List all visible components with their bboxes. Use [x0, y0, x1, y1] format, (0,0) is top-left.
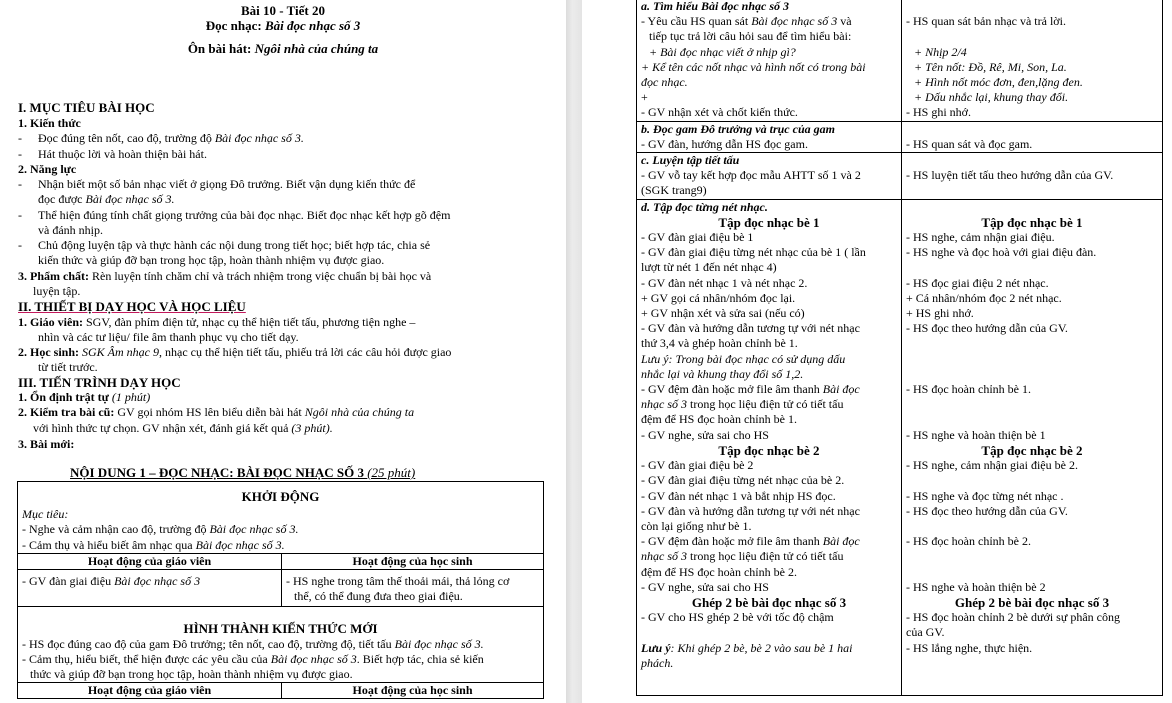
part-1-title: Tập đọc nhạc bè 1	[981, 214, 1083, 230]
new-knowledge-item: - HS đọc đúng cao độ của gam Đô trưởng; tên nốt, cao độ, trường độ, tiết tấu Bài đọc nhạc số 3.	[22, 636, 484, 651]
knowledge-heading: 1. Kiến thức	[18, 116, 81, 130]
quality-item-cont: luyện tập.	[33, 284, 81, 298]
table-row	[637, 199, 1163, 695]
student-materials: 2. Học sinh: SGK Âm nhạc 9, nhạc cụ thể hiện tiết tấu, phiếu trả lời các câu hỏi được giao	[18, 345, 452, 359]
teacher-materials: 1. Giáo viên: SGV, đàn phím điện tử, nhạc cụ thể hiện tiết tấu, phương tiện nghe –	[18, 315, 416, 329]
student-materials-cont: từ tiết trước.	[38, 360, 98, 374]
student-activity-cell: - HS quan sát bản nhạc và trả lời. + Nhịp 2/4 + Tên nốt: Đồ, Rê, Mi, Son, La. + Hình nốt móc đơn, đen,lặng đen. + Dấu nhắc lại, khung thay đổi. - HS ghi nhớ.	[902, 0, 1163, 121]
step-2: 2. Kiểm tra bài cũ: GV gọi nhóm HS lên biểu diễn bài hát Ngôi nhà của chúng ta	[18, 405, 415, 419]
student-activity-cell: - HS luyện tiết tấu theo hướng dẫn của GV.	[902, 153, 1163, 200]
step-2-cont: với hình thức tự chọn. GV nhận xét, đánh giá kết quả (3 phút).	[33, 421, 333, 435]
column-header-student: Hoạt động của học sinh	[282, 683, 544, 699]
activity-continuation-table	[636, 0, 1163, 696]
teacher-activity-cell: c. Luyện tập tiết tấu - GV vỗ tay kết hợp đọc mẫu AHTT số 1 và 2 (SGK trang9)	[637, 153, 902, 200]
new-knowledge-item: - Cảm thụ, hiểu biết, thể hiện được các yêu cầu của Bài đọc nhạc số 3. Biết hợp tác, chia sẻ kiến	[22, 651, 484, 666]
teacher-activity-cell: a. Tìm hiểu Bài đọc nhạc số 3 - Yêu cầu HS quan sát Bài đọc nhạc số 3 và tiếp tục trả lời câu hỏi sau để tìm hiểu bài: + Bài đọc nhạc viết ở nhịp gì? + Kể tên các nốt nhạc và hình nốt có trong bài đọc nhạc. + - GV nhận xét và chốt kiến thức.	[637, 0, 902, 121]
section-1-heading: I. MỤC TIÊU BÀI HỌC	[18, 100, 155, 115]
warmup-title: KHỞI ĐỘNG	[241, 489, 320, 504]
part-2-title: Tập đọc nhạc bè 2	[718, 442, 820, 458]
objective-item: - Nghe và cảm nhận cao độ, trường độ Bài đọc nhạc số 3.	[22, 522, 299, 537]
knowledge-item: - Hát thuộc lời và hoàn thiện bài hát.	[18, 147, 207, 161]
student-activity-cell: - HS nghe trong tâm thế thoải mái, thả lỏng cơ thể, có thể đung đưa theo giai điệu.	[282, 570, 544, 607]
skills-item: - Chủ động luyện tập và thực hành các nội dung trong tiết học; biết hợp tác, chia sẻ	[18, 238, 431, 252]
column-header-teacher: Hoạt động của giáo viên	[18, 683, 282, 699]
objective-label: Mục tiêu:	[22, 507, 69, 522]
skills-item-cont: và đánh nhịp.	[38, 223, 103, 237]
skills-item-cont: kiến thức và giúp đỡ bạn trong học tập, hoàn thành nhiệm vụ được giao.	[38, 253, 385, 267]
lesson-subtitle: Đọc nhạc: Bài đọc nhạc số 3	[205, 18, 361, 33]
teacher-materials-cont: nhìn và các tư liệu/ file âm thanh phục vụ cho tiết dạy.	[38, 330, 299, 344]
part-1-title: Tập đọc nhạc bè 1	[718, 214, 820, 230]
document-page-right	[582, 0, 1172, 703]
warmup-cell	[18, 482, 544, 554]
skills-heading: 2. Năng lực	[18, 162, 77, 176]
quality-item: 3. Phẩm chất: Rèn luyện tính chăm chỉ và trách nhiệm trong việc chuẩn bị bài học và	[18, 269, 432, 283]
teacher-activity-cell: - GV đàn giai điệu Bài đọc nhạc số 3	[18, 570, 282, 607]
part-3-title: Ghép 2 bè bài đọc nhạc số 3	[691, 594, 847, 610]
section-3-heading: III. TIẾN TRÌNH DẠY HỌC	[18, 375, 181, 390]
skills-item: - Thể hiện đúng tính chất giọng trưởng của bài đọc nhạc. Biết đọc nhạc kết hợp gõ đệm	[18, 208, 451, 222]
part-3-title: Ghép 2 bè bài đọc nhạc số 3	[954, 594, 1110, 610]
step-3: 3. Bài mới:	[18, 437, 75, 451]
new-knowledge-cell	[18, 607, 544, 683]
part-2-title: Tập đọc nhạc bè 2	[981, 442, 1083, 458]
objective-item: - Cảm thụ và hiểu biết âm nhạc qua Bài đọc nhạc số 3.	[22, 537, 285, 552]
table-row	[637, 0, 1163, 121]
student-activity-cell: Tập đọc nhạc bè 1 - HS nghe, cảm nhận giai điệu. - HS nghe và đọc hoà với giai điệu đàn. - HS đọc giai điệu 2 nét nhạc. + Cá nhân/nhóm đọc 2 nét nhạc. + HS ghi nhớ. - HS đọc theo hướng dẫn của GV. - HS đọc hoàn chỉnh bè 1. - HS nghe và hoàn thiện bè 1 Tập đọc nhạc bè 2 - HS nghe, cảm nhận giai điệu bè 2. - HS nghe và đọc từng nét nhạc . - HS đọc theo hướng dẫn của GV. - HS đọc hoàn chỉnh bè 2. - HS nghe và hoàn thiện bè 2 Ghép 2 bè bài đọc nhạc số 3 - HS đọc hoàn chỉnh 2 bè dưới sự phân công của GV. - HS lắng nghe, thực hiện.	[902, 199, 1163, 695]
section-2-heading: II. THIẾT BỊ DẠY HỌC VÀ HỌC LIỆU	[18, 299, 246, 314]
teacher-activity-cell: d. Tập đọc từng nét nhạc. Tập đọc nhạc bè 1 - GV đàn giai điệu bè 1 - GV đàn giai điệu từng nét nhạc của bè 1 ( lần lượt từ nét 1 đến nét nhạc 4) - GV đàn nét nhạc 1 và nét nhạc 2. + GV gọi cá nhân/nhóm đọc lại. + GV nhận xét và sửa sai (nếu có) - GV đàn và hướng dẫn tương tự với nét nhạc thứ 3,4 và ghép hoàn chỉnh bè 1. Lưu ý: Trong bài đọc nhạc có sử dụng dấu nhắc lại và khung thay đổi số 1,2. - GV đệm đàn hoặc mở file âm thanh Bài đọc nhạc số 3 trong học liệu điện tử có tiết tấu đệm để HS đọc hoàn chỉnh bè 1. - GV nghe, sửa sai cho HS Tập đọc nhạc bè 2 - GV đàn giai điệu bè 2 - GV đàn giai điệu từng nét nhạc của bè 2. - GV đàn nét nhạc 1 và bắt nhịp HS đọc. - GV đàn và hướng dẫn tương tự với nét nhạc còn lại giống như bè 1. - GV đệm đàn hoặc mở file âm thanh Bài đọc nhạc số 3 trong học liệu điện tử có tiết tấu đệm để HS đọc hoàn chỉnh bè 2. - GV nghe, sửa sai cho HS Ghép 2 bè bài đọc nhạc số 3 - GV cho HS ghép 2 bè với tốc độ chậm Lưu ý: Khi ghép 2 bè, bè 2 vào sau bè 1 hai phách.	[637, 199, 902, 695]
lesson-review-song: Ôn bài hát: Ngôi nhà của chúng ta	[187, 41, 379, 56]
skills-item: - Nhận biết một số bản nhạc viết ở giọng Đô trưởng. Biết vận dụng kiến thức để	[18, 177, 416, 191]
column-header-teacher: Hoạt động của giáo viên	[18, 553, 282, 569]
lesson-activity-table	[17, 481, 544, 699]
table-row	[637, 121, 1163, 152]
skills-item-cont: đọc được Bài đọc nhạc số 3.	[38, 192, 175, 206]
step-1: 1. Ổn định trật tự (1 phút)	[18, 390, 151, 404]
column-header-student: Hoạt động của học sinh	[282, 553, 544, 569]
page-gutter	[566, 0, 582, 703]
content-1-heading: NỘI DUNG 1 – ĐỌC NHẠC: BÀI ĐỌC NHẠC SỐ 3 (25 phút)	[70, 465, 416, 480]
document-page-left	[0, 0, 566, 703]
new-knowledge-item: thức và giúp đỡ bạn trong học tập, hoàn thành nhiệm vụ được giao.	[30, 667, 353, 682]
student-activity-cell: - HS quan sát và đọc gam.	[902, 121, 1163, 152]
new-knowledge-title: HÌNH THÀNH KIẾN THỨC MỚI	[183, 621, 378, 637]
knowledge-item: - Đọc đúng tên nốt, cao độ, trường độ Bài đọc nhạc số 3.	[18, 131, 304, 145]
teacher-activity-cell: b. Đọc gam Đô trưởng và trục của gam - GV đàn, hướng dẫn HS đọc gam.	[637, 121, 902, 152]
lesson-title: Bài 10 - Tiết 20	[240, 3, 326, 18]
table-row	[637, 153, 1163, 200]
